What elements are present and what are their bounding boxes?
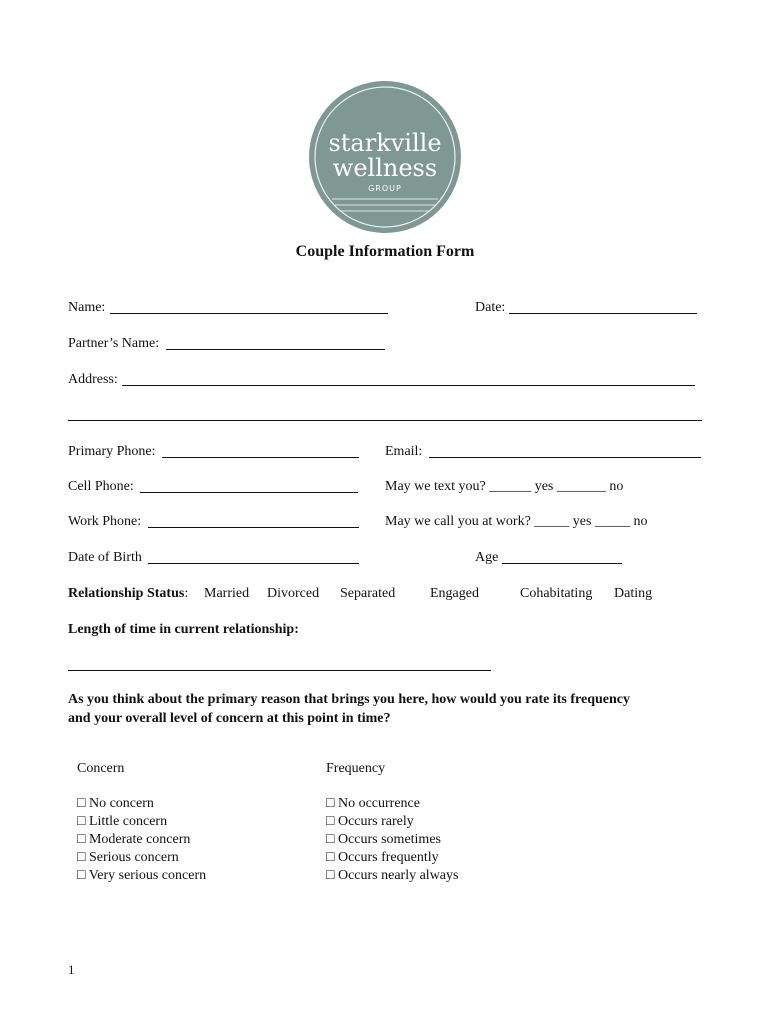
relationship-status-row	[68, 586, 188, 602]
partner-name-label: Partner’s Name:	[68, 336, 160, 351]
date-field[interactable]	[509, 313, 697, 314]
logo-text-line2: wellness	[332, 154, 438, 182]
frequency-option-nearly-always[interactable]: □ Occurs nearly always	[326, 868, 459, 883]
concern-header: Concern	[77, 761, 125, 776]
call-permission-question[interactable]: May we call you at work? _____ yes _____ no	[385, 514, 648, 529]
partner-name-field[interactable]	[166, 349, 385, 350]
relationship-length-label: Length of time in current relationship:	[68, 622, 299, 637]
relationship-option-cohabitating[interactable]: Cohabitating	[520, 586, 593, 601]
work-phone-label: Work Phone:	[68, 514, 142, 529]
date-label: Date:	[475, 300, 506, 315]
question-line1: As you think about the primary reason that brings you here, how would you rate its frequency	[68, 692, 630, 707]
email-field[interactable]	[429, 457, 701, 458]
concern-option-very-serious[interactable]: □ Very serious concern	[77, 868, 207, 883]
concern-option-little[interactable]: □ Little concern	[77, 814, 168, 829]
frequency-header: Frequency	[326, 761, 386, 776]
frequency-option-rarely[interactable]: □ Occurs rarely	[326, 814, 414, 829]
age-label: Age	[475, 550, 499, 565]
concern-option-none[interactable]: □ No concern	[77, 796, 154, 811]
frequency-option-frequently[interactable]: □ Occurs frequently	[326, 850, 439, 865]
cell-phone-field[interactable]	[140, 492, 358, 493]
relationship-option-divorced[interactable]: Divorced	[267, 586, 320, 601]
relationship-status-label: Relationship Status	[68, 586, 185, 601]
logo-text-line3: GROUP	[368, 184, 402, 193]
name-field[interactable]	[110, 313, 388, 314]
work-phone-field[interactable]	[148, 527, 359, 528]
concern-option-serious[interactable]: □ Serious concern	[77, 850, 179, 865]
primary-phone-label: Primary Phone:	[68, 444, 156, 459]
email-label: Email:	[385, 444, 423, 459]
primary-phone-field[interactable]	[162, 457, 359, 458]
cell-phone-label: Cell Phone:	[68, 479, 134, 494]
logo-badge	[308, 80, 462, 234]
relationship-option-separated[interactable]: Separated	[340, 586, 396, 601]
dob-field[interactable]	[148, 563, 359, 564]
frequency-option-none[interactable]: □ No occurrence	[326, 796, 420, 811]
question-line2: and your overall level of concern at this point in time?	[68, 711, 391, 726]
page-number: 1	[68, 962, 75, 977]
relationship-option-dating[interactable]: Dating	[614, 586, 653, 601]
address-field-line2[interactable]	[68, 420, 702, 421]
logo-text-line1: starkville	[328, 129, 442, 157]
relationship-option-married[interactable]: Married	[204, 586, 250, 601]
dob-label: Date of Birth	[68, 550, 142, 565]
address-label: Address:	[68, 372, 118, 387]
form-title: Couple Information Form	[295, 243, 475, 260]
frequency-option-sometimes[interactable]: □ Occurs sometimes	[326, 832, 441, 847]
address-field[interactable]	[122, 385, 695, 386]
name-label: Name:	[68, 300, 106, 315]
logo	[308, 80, 462, 234]
concern-option-moderate[interactable]: □ Moderate concern	[77, 832, 191, 847]
relationship-option-engaged[interactable]: Engaged	[430, 586, 479, 601]
relationship-length-field[interactable]	[68, 670, 491, 671]
text-permission-question[interactable]: May we text you? ______ yes _______ no	[385, 479, 624, 494]
relationship-status-colon: :	[184, 586, 189, 601]
age-field[interactable]	[502, 563, 622, 564]
